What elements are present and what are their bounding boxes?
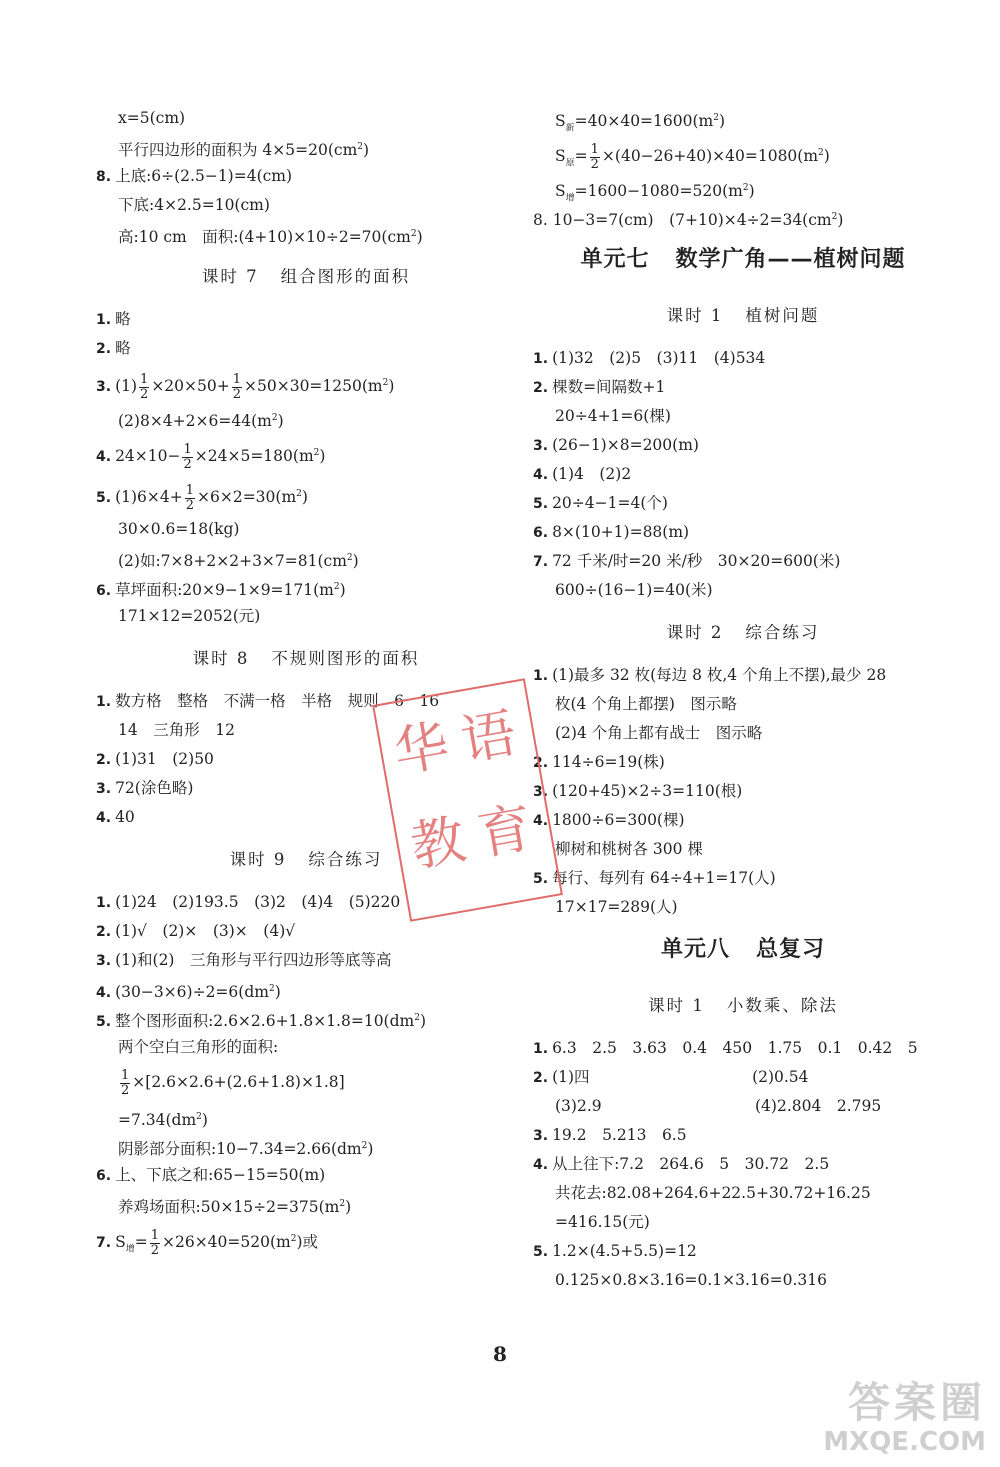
answer-line xyxy=(96,1190,516,1219)
answer-line xyxy=(533,203,953,232)
answer-text: =416.15(元) xyxy=(555,1213,650,1231)
answer-line xyxy=(96,573,516,602)
answer-text: (1)四 xyxy=(552,1068,590,1086)
answer-line xyxy=(533,1063,953,1092)
question-number: 1. xyxy=(533,1041,549,1057)
paren: ) xyxy=(718,112,726,131)
answer-line xyxy=(533,1208,953,1237)
stamp-char: 华 xyxy=(389,713,454,785)
answer-line xyxy=(533,133,953,174)
question-number: 4. xyxy=(533,1157,549,1173)
answer-text: 0.125×0.8×3.16=0.1×3.16=0.316 xyxy=(555,1271,828,1289)
answer-line xyxy=(533,344,953,373)
answer-text: 72(涂色略) xyxy=(115,779,194,797)
answer-line xyxy=(96,104,516,133)
answer-text: ×26×40=520(m xyxy=(161,1233,291,1252)
answer-text: 养鸡场面积:50×15÷2=375(m xyxy=(118,1198,340,1217)
answer-text: (1) xyxy=(115,377,138,396)
fraction xyxy=(232,373,242,402)
answer-line xyxy=(533,174,953,203)
denominator: 2 xyxy=(140,386,149,402)
answer-line xyxy=(96,363,516,404)
answer-line xyxy=(533,806,953,835)
denominator: 2 xyxy=(232,386,242,402)
subscript: 新 xyxy=(565,123,575,134)
answer-line xyxy=(533,431,953,460)
answer-text: 共花去:82.08+264.6+22.5+30.72+16.25 xyxy=(555,1184,871,1202)
question-number: 2. xyxy=(96,341,112,357)
answer-line xyxy=(96,975,516,1004)
subscript: 原 xyxy=(565,158,575,169)
answer-text: 下底:4×2.5=10(cm) xyxy=(118,196,270,214)
answer-line xyxy=(96,1132,516,1161)
unit-number: 单元七 xyxy=(580,247,650,272)
answer-text: = xyxy=(134,1233,148,1252)
question-number: 2. xyxy=(533,755,549,771)
superscript: 2 xyxy=(196,1112,202,1122)
answer-line xyxy=(96,1062,516,1103)
answer-line xyxy=(96,515,516,544)
answer-line xyxy=(96,1033,516,1062)
question-number: 8. xyxy=(96,169,112,185)
answer-line xyxy=(96,305,516,334)
numerator: 1 xyxy=(140,371,149,387)
unit-number: 单元八 xyxy=(660,937,730,962)
fraction xyxy=(185,484,195,513)
answer-line xyxy=(96,917,516,946)
answer-line xyxy=(96,404,516,433)
question-number: 1. xyxy=(96,895,112,911)
paren: ) xyxy=(837,211,844,230)
answer-text: ×[2.6×2.6+(2.6+1.8)×1.8] xyxy=(132,1073,345,1091)
answer-text: (3)2.9 xyxy=(555,1097,602,1115)
answer-line xyxy=(533,661,953,690)
paren: ) xyxy=(301,488,308,507)
answer-text: 72 千米/时=20 米/秒 30×20=600(米) xyxy=(552,552,841,570)
superscript: 2 xyxy=(268,984,275,994)
answer-text: (1)6×4+ xyxy=(115,488,183,507)
question-number: 3. xyxy=(533,438,549,454)
answer-text: 上底:6÷(2.5−1)=4(cm) xyxy=(115,167,293,185)
fraction xyxy=(120,1069,130,1098)
question-number: 5. xyxy=(533,496,549,512)
answer-line xyxy=(533,748,953,777)
answer-line xyxy=(533,576,953,605)
answer-line xyxy=(96,1004,516,1033)
answer-line xyxy=(96,334,516,363)
answer-text: 略 xyxy=(115,339,131,357)
answer-text: ×(40−26+40)×40=1080(m xyxy=(601,147,819,166)
question-number: 3. xyxy=(96,781,112,797)
subscript: 增 xyxy=(565,193,575,204)
question-number: 1. xyxy=(533,668,549,684)
lesson-heading xyxy=(96,249,516,305)
answer-line xyxy=(96,1161,516,1190)
watermark-logo: 答案圈 xyxy=(847,1378,986,1427)
paren: ) xyxy=(352,552,359,571)
numerator: 1 xyxy=(232,371,242,387)
question-number: 2. xyxy=(96,924,112,940)
answer-line xyxy=(96,133,516,162)
answer-line xyxy=(533,518,953,547)
answer-text: 每行、每列有 64÷4+1=17(人) xyxy=(552,869,776,887)
fraction xyxy=(139,373,149,402)
answer-line xyxy=(533,1092,953,1121)
paren: ) xyxy=(363,141,370,160)
right-column xyxy=(533,104,953,1295)
lesson-title: 植树问题 xyxy=(745,306,820,325)
answer-text: 数方格 整格 不满一格 半格 规则 6 16 xyxy=(115,692,440,710)
answer-text: (4)2.804 2.795 xyxy=(755,1097,882,1115)
paren: ) xyxy=(367,1140,374,1159)
denominator: 2 xyxy=(183,456,192,472)
answer-text: 1.2×(4.5+5.5)=12 xyxy=(552,1242,697,1260)
superscript: 2 xyxy=(357,142,364,152)
answer-line xyxy=(533,864,953,893)
answer-text: ×50×30=1250(m xyxy=(244,377,383,396)
answer-text: (26−1)×8=200(m) xyxy=(552,436,699,454)
answer-text: =1600−1080=520(m xyxy=(574,182,743,201)
watermark-url: MXQE.COM xyxy=(823,1427,986,1457)
question-number: 5. xyxy=(533,871,549,887)
fraction xyxy=(590,143,600,172)
answer-text: =7.34(dm xyxy=(118,1111,197,1130)
answer-text: (30−3×6)÷2=6(dm xyxy=(115,983,269,1002)
fraction xyxy=(182,443,192,472)
answer-text: (1)31 (2)50 xyxy=(115,750,214,768)
paren: ) xyxy=(388,377,395,396)
answer-line xyxy=(96,1219,516,1260)
answer-text: S xyxy=(555,182,566,201)
answer-text: 平行四边形的面积为 4×5=20(cm xyxy=(118,141,358,160)
answer-line xyxy=(533,777,953,806)
answer-text: 高:10 cm 面积:(4+10)×10÷2=70(cm xyxy=(118,228,411,247)
numerator: 1 xyxy=(121,1067,130,1083)
superscript: 2 xyxy=(382,378,389,388)
answer-line xyxy=(533,402,953,431)
lesson-number: 课时 1 xyxy=(648,996,705,1015)
question-number: 5. xyxy=(96,490,112,507)
lesson-number: 课时 2 xyxy=(666,623,724,642)
unit-title: 数学广角——植树问题 xyxy=(675,247,906,272)
answer-line xyxy=(533,1266,953,1295)
superscript: 2 xyxy=(346,553,353,563)
lesson-heading xyxy=(533,978,953,1034)
paren: ) xyxy=(319,447,326,466)
paren: ) xyxy=(339,581,346,600)
answer-text: 600÷(16−1)=40(米) xyxy=(555,581,713,599)
answer-text: 整个图形面积:2.6×2.6+1.8×1.8=10(dm xyxy=(115,1012,415,1031)
superscript: 2 xyxy=(296,489,302,499)
lesson-heading xyxy=(533,605,953,661)
site-watermark xyxy=(786,1379,986,1459)
fraction xyxy=(150,1229,160,1258)
answer-text: (2)0.54 xyxy=(752,1068,809,1086)
question-number: 6. xyxy=(96,1168,112,1184)
answer-text: 40 xyxy=(115,808,135,826)
left-column xyxy=(96,104,516,1260)
paren: ) xyxy=(201,1111,208,1130)
numerator: 1 xyxy=(590,141,599,157)
answer-text: )或 xyxy=(296,1233,319,1252)
answer-line xyxy=(96,602,516,631)
numerator: 1 xyxy=(183,441,192,457)
unit-heading xyxy=(533,922,953,978)
unit-title: 总复习 xyxy=(756,937,826,962)
numerator: 1 xyxy=(150,1227,159,1243)
answer-text: 上、下底之和:65−15=50(m) xyxy=(115,1166,326,1184)
question-number: 1. xyxy=(96,694,112,710)
question-number: 4. xyxy=(533,467,549,483)
answer-text: (1)24 (2)193.5 (3)2 (4)4 (5)220 xyxy=(115,893,401,911)
answer-line xyxy=(533,1237,953,1266)
question-number: 1. xyxy=(96,312,112,328)
superscript: 2 xyxy=(831,212,838,222)
answer-line xyxy=(533,1121,953,1150)
stamp-char: 语 xyxy=(456,701,521,773)
answer-text: S xyxy=(555,112,566,131)
superscript: 2 xyxy=(414,1013,420,1023)
answer-text: =40×40=1600(m xyxy=(574,112,714,131)
answer-text: 8×(10+1)=88(m) xyxy=(552,523,690,541)
answer-text: 两个空白三角形的面积: xyxy=(118,1038,279,1056)
page-number: 8 xyxy=(493,1342,507,1366)
answer-text: (1)32 (2)5 (3)11 (4)534 xyxy=(552,349,766,367)
answer-text: 14 三角形 12 xyxy=(118,721,235,739)
answer-line xyxy=(533,1150,953,1179)
denominator: 2 xyxy=(185,497,194,513)
superscript: 2 xyxy=(333,582,340,592)
question-number: 4. xyxy=(533,813,549,829)
answer-text: 1800÷6=300(棵) xyxy=(552,811,685,829)
stamp-char: 教 xyxy=(406,807,471,879)
answer-line xyxy=(533,1179,953,1208)
lesson-heading xyxy=(533,288,953,344)
answer-text: 从上往下:7.2 264.6 5 30.72 2.5 xyxy=(552,1155,830,1173)
paren: ) xyxy=(416,228,423,247)
paren: ) xyxy=(823,147,830,166)
lesson-title: 组合图形的面积 xyxy=(280,267,411,286)
superscript: 2 xyxy=(271,413,278,423)
denominator: 2 xyxy=(590,156,599,172)
question-number: 4. xyxy=(96,449,112,466)
answer-text: x=5(cm) xyxy=(118,109,186,127)
answer-text: 171×12=2052(元) xyxy=(118,607,261,625)
answer-line xyxy=(96,162,516,191)
superscript: 2 xyxy=(713,113,719,123)
answer-text: (2)如:7×8+2×2+3×7=81(cm xyxy=(118,552,347,571)
question-number: 6. xyxy=(96,583,112,600)
answer-line xyxy=(533,690,953,719)
paren: ) xyxy=(419,1012,427,1031)
answer-text: (1)和(2) 三角形与平行四边形等底等高 xyxy=(115,951,392,969)
answer-text: (120+45)×2÷3=110(根) xyxy=(552,782,743,800)
lesson-heading xyxy=(96,631,516,687)
question-number: 2. xyxy=(533,1070,549,1086)
question-number: 3. xyxy=(96,379,112,396)
answer-text: 30×0.6=18(kg) xyxy=(118,520,240,538)
paren: ) xyxy=(274,983,281,1002)
answer-text: ×6×2=30(m xyxy=(197,488,297,507)
answer-line xyxy=(533,373,953,402)
superscript: 2 xyxy=(410,229,417,239)
question-number: 3. xyxy=(96,953,112,969)
answer-text: 24×10− xyxy=(115,447,181,466)
question-number: 7. xyxy=(533,554,549,570)
question-number: 6. xyxy=(533,525,549,541)
question-number: 7. xyxy=(96,1235,112,1252)
answer-text: (1)√ (2)× (3)× (4)√ xyxy=(115,922,296,940)
lesson-title: 不规则图形的面积 xyxy=(271,649,420,668)
question-number: 3. xyxy=(533,1128,549,1144)
question-number: 2. xyxy=(533,380,549,396)
question-number: 4. xyxy=(96,810,112,826)
answer-line xyxy=(533,547,953,576)
answer-text: 棵数=间隔数+1 xyxy=(552,378,666,396)
lesson-number: 课时 8 xyxy=(192,649,250,668)
answer-line xyxy=(533,489,953,518)
answer-line xyxy=(96,1103,516,1132)
answer-text: S xyxy=(115,1233,126,1252)
answer-text: 20÷4+1=6(棵) xyxy=(555,407,671,425)
answer-text: 6.3 2.5 3.63 0.4 450 1.75 0.1 0.42 5 xyxy=(552,1039,918,1057)
answer-line xyxy=(96,433,516,474)
answer-line xyxy=(533,1034,953,1063)
answer-text: 草坪面积:20×9−1×9=171(m xyxy=(115,581,334,600)
answer-text: 阴影部分面积:10−7.34=2.66(dm xyxy=(118,1140,362,1159)
answer-line xyxy=(533,835,953,864)
answer-line xyxy=(96,191,516,220)
superscript: 2 xyxy=(290,1234,297,1244)
answer-text: 枚(4 个角上都摆) 图示略 xyxy=(555,695,737,713)
lesson-title: 综合练习 xyxy=(308,850,383,869)
unit-heading xyxy=(533,232,953,288)
answer-text: ×20×50+ xyxy=(151,377,230,396)
answer-line xyxy=(96,220,516,249)
numerator: 1 xyxy=(185,482,194,498)
paren: ) xyxy=(277,412,284,431)
superscript: 2 xyxy=(742,183,749,193)
stamp-char: 育 xyxy=(472,795,538,868)
question-number: 5. xyxy=(533,1244,549,1260)
lesson-title: 小数乘、除法 xyxy=(726,996,838,1015)
paren: ) xyxy=(748,182,755,201)
lesson-title: 综合练习 xyxy=(745,623,820,642)
answer-text: = xyxy=(574,147,588,166)
answer-line xyxy=(533,460,953,489)
question-number: 4. xyxy=(96,985,112,1002)
lesson-number: 课时 1 xyxy=(666,306,724,325)
answer-text: 8. 10−3=7(cm) (7+10)×4÷2=34(cm xyxy=(533,211,832,230)
answer-text: (1)4 (2)2 xyxy=(552,465,632,483)
answer-text: S xyxy=(555,147,566,166)
answer-text: (1)最多 32 枚(每边 8 枚,4 个角上不摆),最少 28 xyxy=(552,666,887,684)
answer-line xyxy=(533,719,953,748)
answer-text: 114÷6=19(株) xyxy=(552,753,665,771)
subscript: 增 xyxy=(125,1244,135,1255)
question-number: 3. xyxy=(533,784,549,800)
answer-text: ×24×5=180(m xyxy=(194,447,314,466)
superscript: 2 xyxy=(339,1199,346,1209)
denominator: 2 xyxy=(150,1242,159,1258)
answer-line xyxy=(96,474,516,515)
answer-text: 略 xyxy=(115,310,131,328)
superscript: 2 xyxy=(818,148,824,158)
question-number: 1. xyxy=(533,351,549,367)
question-number: 2. xyxy=(96,752,112,768)
answer-line xyxy=(96,946,516,975)
answer-text: 17×17=289(人) xyxy=(555,898,678,916)
question-number: 5. xyxy=(96,1014,112,1031)
answer-text: 柳树和桃树各 300 棵 xyxy=(555,840,703,858)
superscript: 2 xyxy=(361,1141,368,1151)
answer-text: 20÷4−1=4(个) xyxy=(552,494,668,512)
lesson-number: 课时 9 xyxy=(229,850,287,869)
superscript: 2 xyxy=(313,448,320,458)
paren: ) xyxy=(345,1198,352,1217)
answer-line xyxy=(533,104,953,133)
answer-text: 19.2 5.213 6.5 xyxy=(552,1126,687,1144)
lesson-number: 课时 7 xyxy=(201,267,259,286)
answer-line xyxy=(96,544,516,573)
denominator: 2 xyxy=(121,1082,130,1098)
answer-text: (2)8×4+2×6=44(m xyxy=(118,412,272,431)
answer-text: (2)4 个角上都有战士 图示略 xyxy=(555,724,763,742)
answer-line xyxy=(533,893,953,922)
